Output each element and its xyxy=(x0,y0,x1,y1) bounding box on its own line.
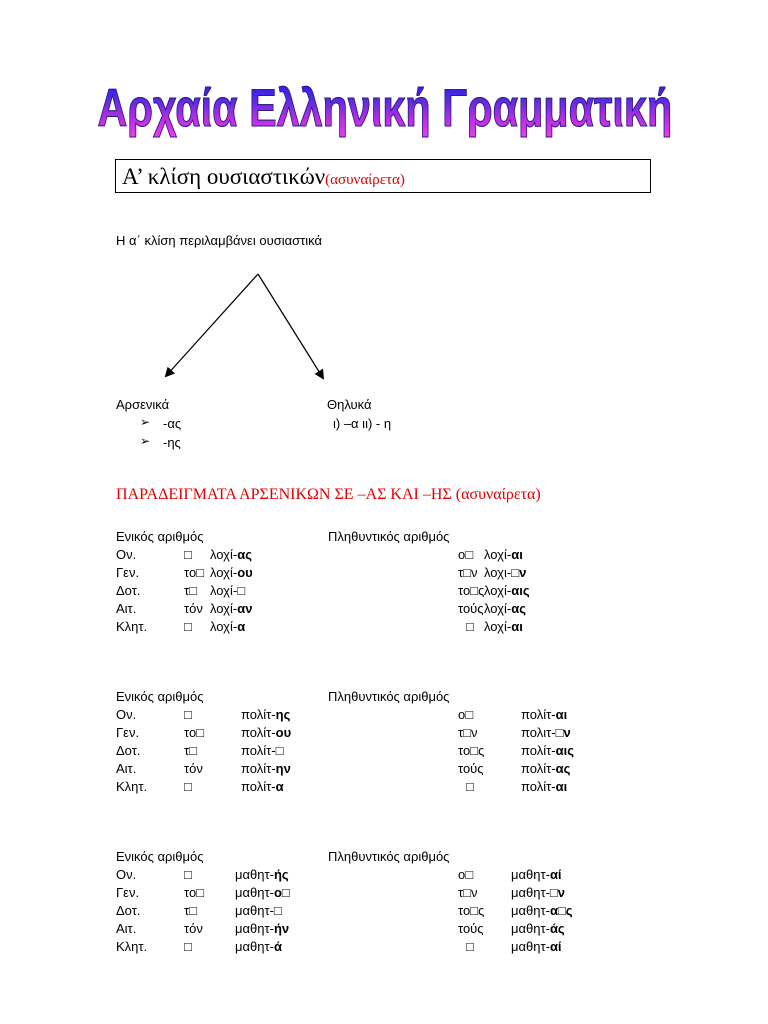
singular-ending: ης xyxy=(275,707,291,722)
singular-form xyxy=(210,619,245,635)
singular-form xyxy=(241,743,283,759)
plural-form xyxy=(511,939,562,955)
plural-stem: πολιτ-□ xyxy=(521,725,564,740)
singular-stem: λοχί- xyxy=(210,601,238,616)
case-label: Ον. xyxy=(116,707,137,722)
section-title-note: (ασυναίρετα) xyxy=(325,172,405,188)
case-label: Γεν. xyxy=(116,565,140,580)
plural-article: τ□ν xyxy=(458,725,478,740)
plural-stem: πολίτ- xyxy=(521,743,556,758)
plural-article: το□ς xyxy=(458,903,485,918)
singular-article: □ xyxy=(184,707,192,722)
plural-header: Πληθυντικός αριθμός xyxy=(328,529,450,544)
branch-right-item: ι) –α ιι) - η xyxy=(333,416,392,431)
plural-stem: μαθητ- xyxy=(511,921,550,936)
section-title: Α’ κλίση ουσιαστικών xyxy=(122,164,326,189)
singular-stem: λοχί-□ xyxy=(210,583,246,598)
singular-form xyxy=(235,885,290,901)
singular-article: □ xyxy=(184,547,192,562)
plural-form xyxy=(484,583,530,599)
plural-ending: αις xyxy=(511,583,530,598)
singular-ending: ου xyxy=(275,725,292,740)
case-label: Γεν. xyxy=(116,885,140,900)
singular-form xyxy=(235,939,282,955)
plural-form xyxy=(521,779,567,795)
singular-ending: ήν xyxy=(273,921,290,936)
singular-header: Ενικός αριθμός xyxy=(116,689,204,704)
singular-article: □ xyxy=(184,867,192,882)
examples-heading: ΠΑΡΑΔΕΙΓΜΑΤΑ ΑΡΣΕΝΙΚΩΝ ΣΕ –ΑΣ ΚΑΙ –ΗΣ (ασυναίρετα) xyxy=(116,486,541,503)
singular-stem: λοχί- xyxy=(210,619,238,634)
plural-article: τούς xyxy=(458,761,484,776)
plural-article: τ□ν xyxy=(458,885,478,900)
plural-article: τ□ν xyxy=(458,565,478,580)
plural-form xyxy=(521,725,571,741)
singular-article: □ xyxy=(184,779,192,794)
singular-form xyxy=(241,779,284,795)
plural-ending: αι xyxy=(511,619,523,634)
plural-article: ο□ xyxy=(458,547,474,562)
singular-article: □ xyxy=(184,619,192,634)
plural-stem: μαθητ- xyxy=(511,939,550,954)
singular-article: τ□ xyxy=(184,743,197,758)
plural-ending: ν xyxy=(519,565,527,580)
bullet-arrow-icon: ➢ xyxy=(140,434,151,448)
singular-ending: αν xyxy=(237,601,253,616)
case-label: Γεν. xyxy=(116,725,140,740)
case-label: Κλητ. xyxy=(116,619,148,634)
plural-stem: λοχί- xyxy=(484,547,512,562)
singular-stem: μαθητ- xyxy=(235,939,274,954)
arrow-left xyxy=(166,274,258,376)
arrow-right xyxy=(258,274,323,378)
plural-article: □ xyxy=(466,779,474,794)
plural-ending: αι xyxy=(555,707,568,722)
plural-ending: α□ς xyxy=(549,903,573,918)
plural-form xyxy=(511,867,562,883)
singular-form xyxy=(235,867,289,883)
plural-stem: λοχί- xyxy=(484,601,512,616)
singular-article: το□ xyxy=(184,885,205,900)
singular-header: Ενικός αριθμός xyxy=(116,529,204,544)
plural-stem: λοχί- xyxy=(484,619,512,634)
singular-article: τόν xyxy=(184,921,203,936)
singular-ending: ου xyxy=(237,565,253,580)
singular-article: τ□ xyxy=(184,903,197,918)
plural-stem: μαθητ-□ xyxy=(511,885,558,900)
plural-ending: ν xyxy=(563,725,571,740)
plural-article: ο□ xyxy=(458,867,474,882)
singular-form xyxy=(210,547,252,563)
case-label: Δοτ. xyxy=(116,583,141,598)
singular-article: το□ xyxy=(184,725,205,740)
plural-form xyxy=(511,885,565,901)
case-label: Αιτ. xyxy=(116,601,137,616)
singular-article: □ xyxy=(184,939,192,954)
plural-stem: λοχί- xyxy=(484,583,512,598)
singular-form xyxy=(210,601,252,617)
plural-ending: άς xyxy=(549,921,565,936)
branch-left-label: Αρσενικά xyxy=(116,397,170,412)
plural-stem: μαθητ- xyxy=(511,867,550,882)
case-label: Αιτ. xyxy=(116,921,137,936)
plural-article: το□ς xyxy=(458,743,485,758)
plural-stem: λοχι-□ xyxy=(484,565,520,580)
singular-form xyxy=(241,707,290,723)
singular-stem: λοχί- xyxy=(210,547,238,562)
singular-form xyxy=(210,583,245,599)
plural-ending: αί xyxy=(549,867,562,882)
plural-ending: αί xyxy=(549,939,562,954)
case-label: Αιτ. xyxy=(116,761,137,776)
plural-form xyxy=(484,619,523,635)
plural-header: Πληθυντικός αριθμός xyxy=(328,849,450,864)
plural-ending: αις xyxy=(555,743,574,758)
singular-stem: μαθητ- xyxy=(235,867,274,882)
plural-form xyxy=(484,601,526,617)
plural-header: Πληθυντικός αριθμός xyxy=(328,689,450,704)
singular-stem: πολίτ-□ xyxy=(241,743,284,758)
singular-stem: μαθητ- xyxy=(235,921,274,936)
branch-left-item: -ης xyxy=(163,435,181,450)
singular-stem: μαθητ- xyxy=(235,885,274,900)
singular-stem: πολίτ- xyxy=(241,761,276,776)
singular-article: το□ xyxy=(184,565,205,580)
singular-ending: ας xyxy=(237,547,252,562)
plural-stem: πολίτ- xyxy=(521,761,556,776)
plural-form xyxy=(484,565,526,581)
case-label: Κλητ. xyxy=(116,779,148,794)
plural-article: τούς xyxy=(458,921,484,936)
singular-ending: ην xyxy=(275,761,291,776)
plural-article: □ xyxy=(466,619,474,634)
case-label: Δοτ. xyxy=(116,903,141,918)
plural-article: □ xyxy=(466,939,474,954)
singular-ending: ής xyxy=(273,867,289,882)
singular-form xyxy=(210,565,253,581)
bullet-arrow-icon: ➢ xyxy=(140,415,151,429)
plural-article: ο□ xyxy=(458,707,474,722)
plural-form xyxy=(521,743,574,759)
singular-header: Ενικός αριθμός xyxy=(116,849,204,864)
plural-ending: ας xyxy=(555,761,571,776)
document-title: Αρχαία Ελληνική Γραμματική xyxy=(97,79,673,138)
singular-stem: πολίτ- xyxy=(241,725,276,740)
singular-article: τόν xyxy=(184,761,203,776)
plural-stem: πολίτ- xyxy=(521,779,556,794)
singular-article: τ□ xyxy=(184,583,197,598)
plural-stem: πολίτ- xyxy=(521,707,556,722)
plural-ending: αι xyxy=(555,779,568,794)
plural-form xyxy=(511,903,573,919)
case-label: Κλητ. xyxy=(116,939,148,954)
singular-stem: λοχί- xyxy=(210,565,238,580)
plural-form xyxy=(521,707,567,723)
plural-stem: μαθητ- xyxy=(511,903,550,918)
singular-stem: μαθητ-□ xyxy=(235,903,282,918)
case-label: Δοτ. xyxy=(116,743,141,758)
singular-ending: ο□ xyxy=(273,885,290,900)
plural-form xyxy=(521,761,570,777)
singular-stem: πολίτ- xyxy=(241,779,276,794)
singular-ending: ά xyxy=(273,939,282,954)
singular-ending: α xyxy=(237,619,246,634)
plural-form xyxy=(511,921,565,937)
plural-form xyxy=(484,547,523,563)
singular-form xyxy=(235,921,289,937)
singular-form xyxy=(235,903,282,919)
plural-ending: ας xyxy=(511,601,526,616)
singular-form xyxy=(241,725,291,741)
singular-stem: πολίτ- xyxy=(241,707,276,722)
singular-ending: α xyxy=(275,779,284,794)
plural-article: τούς xyxy=(458,601,484,616)
case-label: Ον. xyxy=(116,867,137,882)
branch-right-label: Θηλυκά xyxy=(327,397,372,412)
intro-text: Η α΄ κλίση περιλαμβάνει ουσιαστικά xyxy=(116,233,323,248)
plural-ending: ν xyxy=(557,885,566,900)
plural-ending: αι xyxy=(511,547,523,562)
case-label: Ον. xyxy=(116,547,137,562)
branch-left-item: -ας xyxy=(163,416,182,431)
singular-article: τόν xyxy=(184,601,203,616)
plural-article: το□ς xyxy=(458,583,485,598)
singular-form xyxy=(241,761,291,777)
